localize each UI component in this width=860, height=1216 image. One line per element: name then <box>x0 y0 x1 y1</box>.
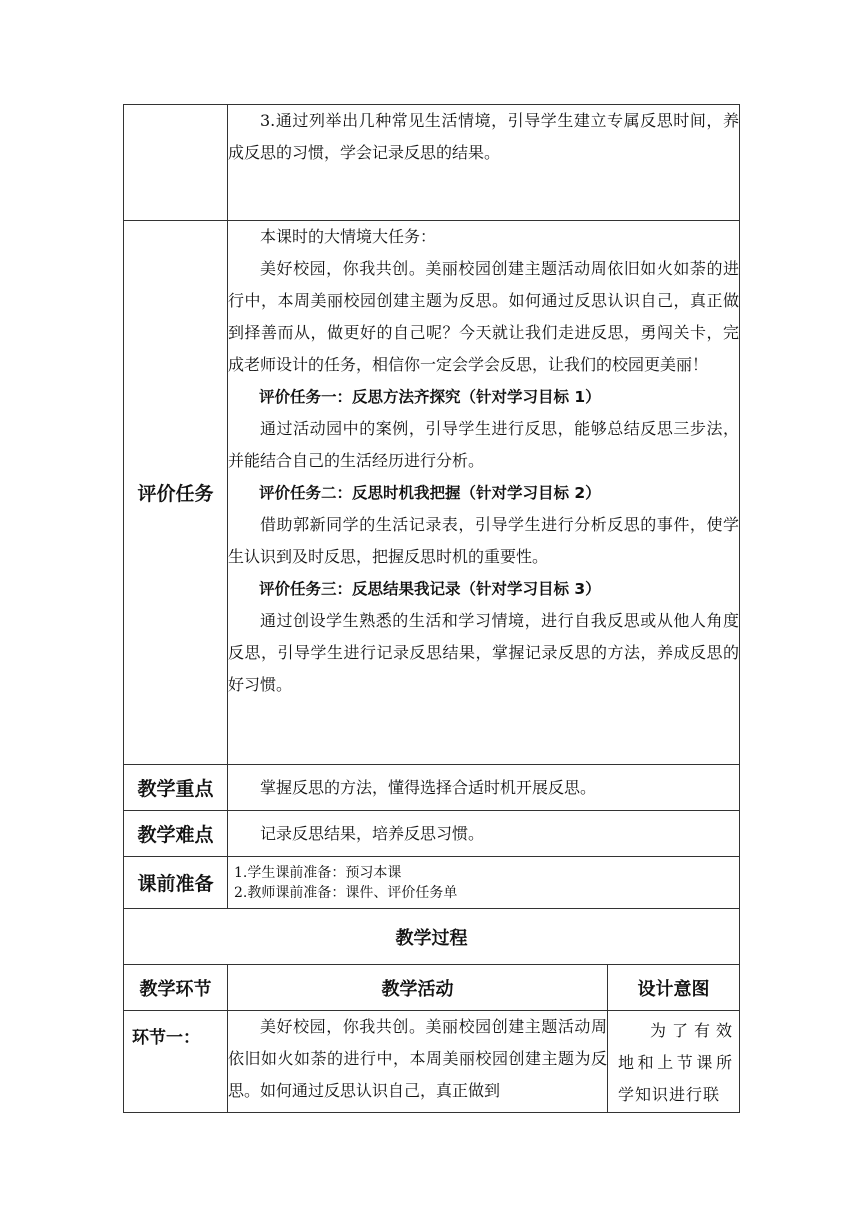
difficulty-text: 记录反思结果，培养反思习惯。 <box>260 823 485 843</box>
header-intent: 设计意图 <box>608 965 740 1011</box>
objective-3-text: 3.通过列举出几种常见生活情境，引导学生建立专属反思时间，养成反思的习惯，学会记录反思的结果。 <box>228 111 739 162</box>
row1-activity-cell <box>228 1011 608 1113</box>
eval-task3-title: 评价任务三：反思结果我记录（针对学习目标 3） <box>259 580 601 598</box>
process-header-row <box>124 965 740 1011</box>
key-point-label: 教学重点 <box>124 765 228 811</box>
eval-row <box>124 221 740 765</box>
process-row-1 <box>124 1011 740 1113</box>
prep-cell <box>228 857 740 909</box>
eval-scenario: 美好校园，你我共创。美丽校园创建主题活动周依旧如火如荼的进行中，本周美丽校园创建主题为反思。如何通过反思认识自己，真正做到择善而从，做更好的自己呢？今天就让我们走进反思，勇闯关卡，完成老师设计的任务，相信你一定会学会反思，让我们的校园更美丽！ <box>228 259 739 374</box>
eval-intro: 本课时的大情境大任务： <box>260 227 437 246</box>
objective-row <box>124 105 740 221</box>
objective-label-cell <box>124 105 228 221</box>
objective-cell <box>228 105 740 221</box>
header-stage: 教学环节 <box>124 965 228 1011</box>
prep-line-1: 1.学生课前准备：预习本课 <box>234 864 402 881</box>
eval-task2-title: 评价任务二：反思时机我把握（针对学习目标 2） <box>259 484 601 502</box>
eval-content <box>228 221 740 765</box>
row1-activity: 美好校园，你我共创。美丽校园创建主题活动周依旧如火如荼的进行中，本周美丽校园创建主题为反思。如何通过反思认识自己，真正做到 <box>228 1017 607 1100</box>
process-title-row <box>124 909 740 965</box>
row1-intent: 为了有效地和上节课所学知识进行联 <box>618 1021 733 1104</box>
eval-task2-body: 借助郭新同学的生活记录表，引导学生进行分析反思的事件，使学生认识到及时反思，把握反思时机的重要性。 <box>228 515 739 566</box>
prep-line-2: 2.教师课前准备：课件、评价任务单 <box>234 884 458 901</box>
difficulty-label: 教学难点 <box>124 811 228 857</box>
header-activity: 教学活动 <box>228 965 608 1011</box>
process-title: 教学过程 <box>124 909 740 965</box>
prep-label: 课前准备 <box>124 857 228 909</box>
eval-label: 评价任务 <box>124 221 228 765</box>
difficulty-cell <box>228 811 740 857</box>
key-point-cell <box>228 765 740 811</box>
eval-task1-body: 通过活动园中的案例，引导学生进行反思，能够总结反思三步法，并能结合自己的生活经历进行分析。 <box>228 419 739 470</box>
key-point-row <box>124 765 740 811</box>
row1-intent-cell <box>608 1011 740 1113</box>
eval-task3-body: 通过创设学生熟悉的生活和学习情境，进行自我反思或从他人角度反思，引导学生进行记录反思结果，掌握记录反思的方法，养成反思的好习惯。 <box>228 611 739 694</box>
key-point-text: 掌握反思的方法，懂得选择合适时机开展反思。 <box>260 777 597 797</box>
difficulty-row <box>124 811 740 857</box>
row1-stage: 环节一： <box>124 1011 228 1113</box>
eval-task1-title: 评价任务一：反思方法齐探究（针对学习目标 1） <box>259 388 601 406</box>
prep-row <box>124 857 740 909</box>
lesson-plan-table <box>123 104 740 1113</box>
